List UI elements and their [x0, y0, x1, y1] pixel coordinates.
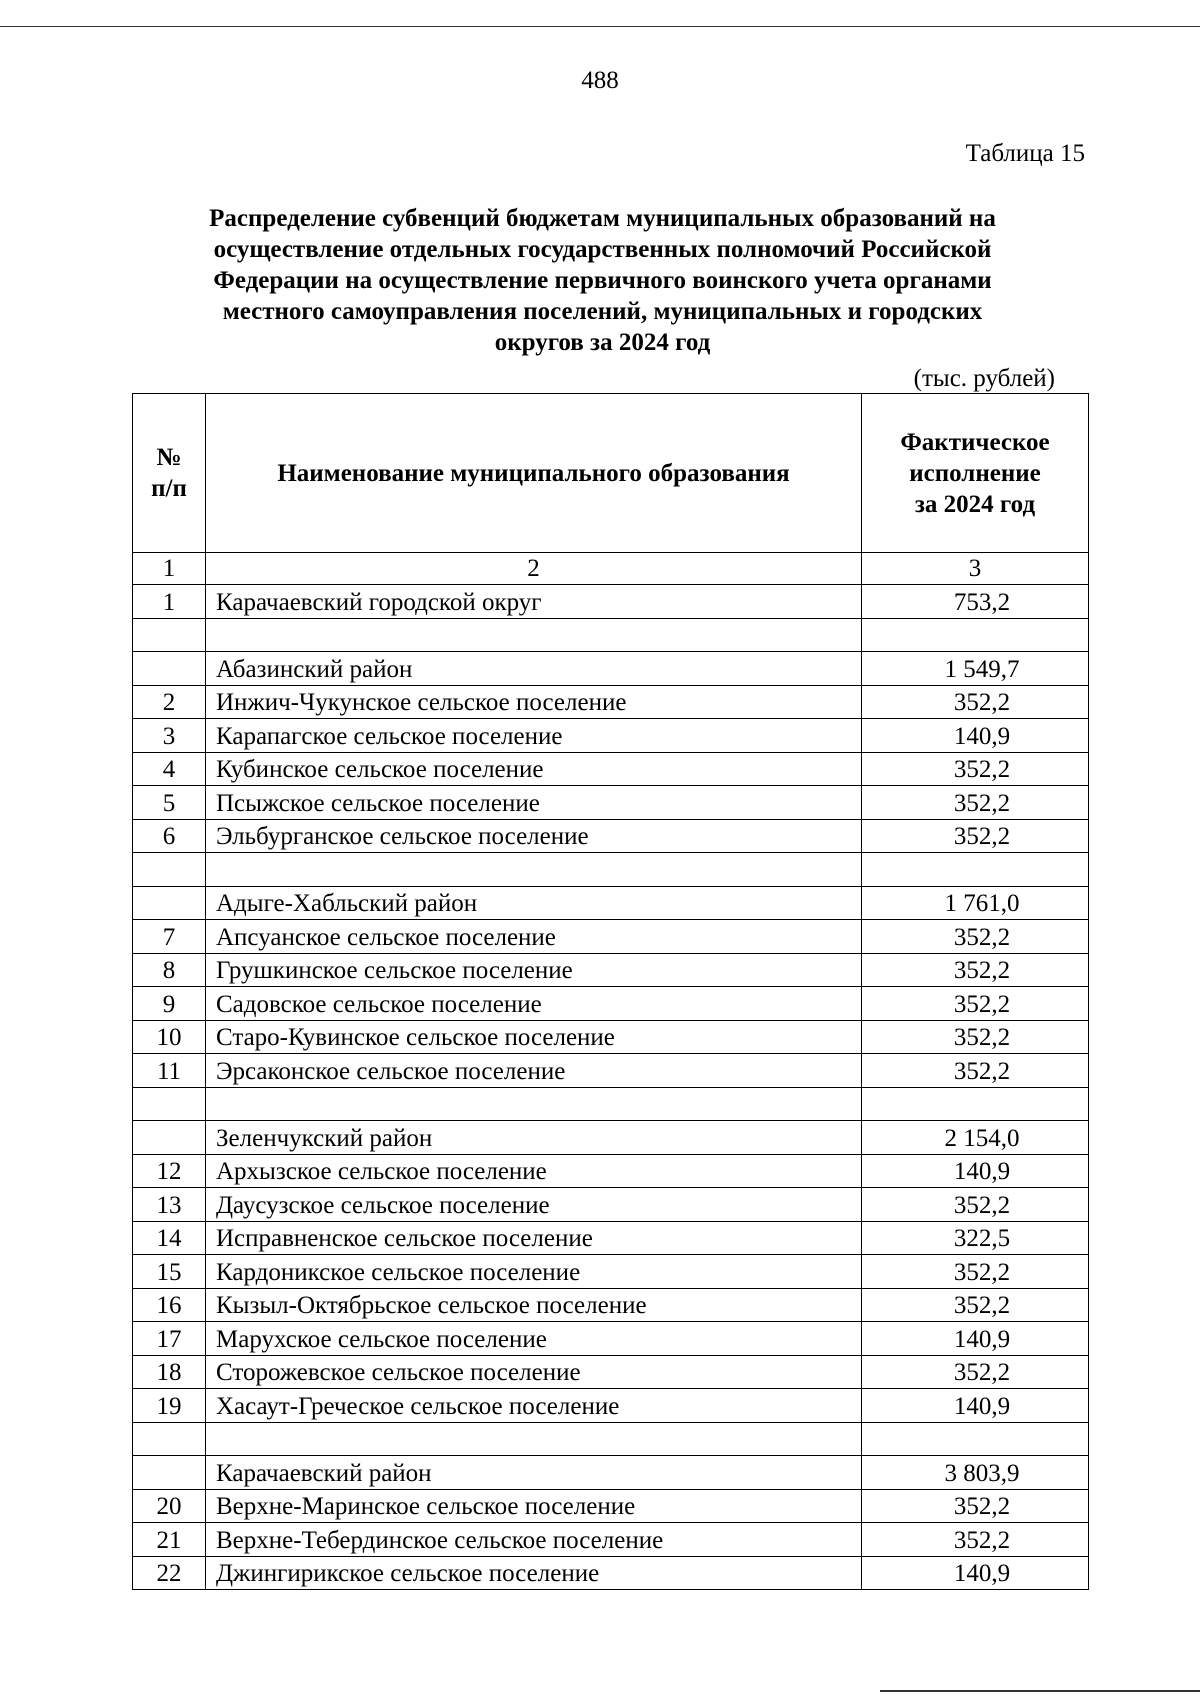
row-number [133, 1456, 206, 1490]
row-number: 21 [133, 1523, 206, 1557]
row-value: 352,2 [862, 1288, 1089, 1322]
row-name: Джингирикское сельское поселение [206, 1556, 862, 1590]
row-name: Эльбурганское сельское поселение [206, 819, 862, 853]
table-row [133, 585, 1089, 619]
row-number: 7 [133, 920, 206, 954]
table-row [133, 1121, 1089, 1155]
row-value: 352,2 [862, 1523, 1089, 1557]
row-number: 4 [133, 752, 206, 786]
row-name: Абазинский район [206, 652, 862, 686]
table-row [133, 1255, 1089, 1289]
row-name: Карапагское сельское поселение [206, 719, 862, 753]
table-row [133, 1188, 1089, 1222]
row-name: Марухское сельское поселение [206, 1322, 862, 1356]
row-value: 352,2 [862, 1188, 1089, 1222]
row-name: Адыге-Хабльский район [206, 886, 862, 920]
title-line: Федерации на осуществление первичного воинского учета органами [213, 267, 992, 294]
row-number: 1 [133, 585, 206, 619]
row-number [133, 618, 206, 652]
table-row [133, 853, 1089, 887]
header-name: Наименование муниципального образования [206, 394, 862, 553]
table-label: Таблица 15 [965, 140, 1085, 167]
header-number-line: № [156, 444, 182, 471]
row-name: Исправненское сельское поселение [206, 1221, 862, 1255]
row-name: Даусузское сельское поселение [206, 1188, 862, 1222]
row-value: 140,9 [862, 1556, 1089, 1590]
row-value: 1 761,0 [862, 886, 1089, 920]
row-number: 19 [133, 1389, 206, 1423]
header-value [862, 394, 1089, 553]
table-row [133, 987, 1089, 1021]
title-line: округов за 2024 год [494, 329, 711, 356]
row-number: 16 [133, 1288, 206, 1322]
table-row [133, 1422, 1089, 1456]
row-value: 352,2 [862, 819, 1089, 853]
row-value [862, 618, 1089, 652]
row-name: Старо-Кувинское сельское поселение [206, 1020, 862, 1054]
row-name: Инжич-Чукунское сельское поселение [206, 685, 862, 719]
column-number: 2 [206, 553, 862, 585]
row-value: 352,2 [862, 1255, 1089, 1289]
row-number [133, 886, 206, 920]
row-value: 352,2 [862, 1054, 1089, 1088]
bottom-border-line [880, 1690, 1200, 1692]
row-number: 9 [133, 987, 206, 1021]
row-value: 1 549,7 [862, 652, 1089, 686]
row-value: 140,9 [862, 1322, 1089, 1356]
row-number: 11 [133, 1054, 206, 1088]
row-number [133, 1087, 206, 1121]
table-row [133, 1221, 1089, 1255]
table-row [133, 719, 1089, 753]
row-number: 10 [133, 1020, 206, 1054]
row-number: 12 [133, 1154, 206, 1188]
table-header-row [133, 394, 1089, 553]
row-number: 14 [133, 1221, 206, 1255]
row-value: 140,9 [862, 719, 1089, 753]
table-row [133, 1389, 1089, 1423]
row-name: Верхне-Маринское сельское поселение [206, 1489, 862, 1523]
table-row [133, 618, 1089, 652]
row-name: Псыжское сельское поселение [206, 786, 862, 820]
table-row [133, 1054, 1089, 1088]
table-row [133, 752, 1089, 786]
column-number-row [133, 553, 1089, 585]
table-row [133, 1489, 1089, 1523]
row-name: Садовское сельское поселение [206, 987, 862, 1021]
row-value: 352,2 [862, 1489, 1089, 1523]
row-number: 17 [133, 1322, 206, 1356]
row-name: Карачаевский район [206, 1456, 862, 1490]
table-row [133, 652, 1089, 686]
row-value: 352,2 [862, 987, 1089, 1021]
row-name: Карачаевский городской округ [206, 585, 862, 619]
table-row [133, 1020, 1089, 1054]
header-value-line: Фактическое [900, 428, 1050, 456]
subventions-table [132, 393, 1089, 1590]
row-value: 352,2 [862, 685, 1089, 719]
row-name: Эрсаконское сельское поселение [206, 1054, 862, 1088]
row-name [206, 1422, 862, 1456]
row-name [206, 853, 862, 887]
row-name: Верхне-Тебердинское сельское поселение [206, 1523, 862, 1557]
row-name: Кардоникское сельское поселение [206, 1255, 862, 1289]
page-number: 488 [581, 67, 619, 94]
row-value: 352,2 [862, 953, 1089, 987]
row-number [133, 853, 206, 887]
row-number: 22 [133, 1556, 206, 1590]
row-number: 8 [133, 953, 206, 987]
header-number [133, 394, 206, 553]
column-number: 3 [862, 553, 1089, 585]
row-number: 6 [133, 819, 206, 853]
title-line: местного самоуправления поселений, муниципальных и городских [222, 298, 983, 325]
row-name: Грушкинское сельское поселение [206, 953, 862, 987]
row-name: Кызыл-Октябрьское сельское поселение [206, 1288, 862, 1322]
row-number: 5 [133, 786, 206, 820]
table-row [133, 920, 1089, 954]
top-border-line [0, 26, 1200, 27]
table-row [133, 1523, 1089, 1557]
row-value: 3 803,9 [862, 1456, 1089, 1490]
row-number: 2 [133, 685, 206, 719]
row-value: 2 154,0 [862, 1121, 1089, 1155]
row-value: 140,9 [862, 1154, 1089, 1188]
table-row [133, 1154, 1089, 1188]
row-number: 13 [133, 1188, 206, 1222]
title-line: Распределение субвенций бюджетам муниципальных образований на [209, 205, 996, 232]
row-number [133, 1121, 206, 1155]
row-value [862, 1422, 1089, 1456]
table-row [133, 953, 1089, 987]
header-value-line: за 2024 год [914, 490, 1036, 518]
row-value: 140,9 [862, 1389, 1089, 1423]
table-row [133, 886, 1089, 920]
table-row [133, 1322, 1089, 1356]
row-number [133, 652, 206, 686]
row-name [206, 1087, 862, 1121]
row-name: Кубинское сельское поселение [206, 752, 862, 786]
table-row [133, 1087, 1089, 1121]
title-line: осуществление отдельных государственных полномочий Российской [213, 236, 992, 263]
row-number: 18 [133, 1355, 206, 1389]
header-value-line: исполнение [909, 459, 1041, 487]
table-row [133, 685, 1089, 719]
table-row [133, 1355, 1089, 1389]
row-name: Архызское сельское поселение [206, 1154, 862, 1188]
row-value [862, 853, 1089, 887]
row-value: 352,2 [862, 1355, 1089, 1389]
row-value: 352,2 [862, 920, 1089, 954]
row-name: Зеленчукский район [206, 1121, 862, 1155]
row-value: 352,2 [862, 752, 1089, 786]
row-value: 753,2 [862, 585, 1089, 619]
row-number: 3 [133, 719, 206, 753]
row-number: 20 [133, 1489, 206, 1523]
row-name: Сторожевское сельское поселение [206, 1355, 862, 1389]
row-name: Хасаут-Греческое сельское поселение [206, 1389, 862, 1423]
row-name [206, 618, 862, 652]
row-number: 15 [133, 1255, 206, 1289]
document-title [130, 203, 1075, 358]
column-number: 1 [133, 553, 206, 585]
table-row [133, 819, 1089, 853]
row-number [133, 1422, 206, 1456]
row-name: Апсуанское сельское поселение [206, 920, 862, 954]
row-value [862, 1087, 1089, 1121]
table-row [133, 1456, 1089, 1490]
table-row [133, 1288, 1089, 1322]
units-label: (тыс. рублей) [913, 365, 1055, 392]
row-value: 352,2 [862, 786, 1089, 820]
row-value: 352,2 [862, 1020, 1089, 1054]
row-value: 322,5 [862, 1221, 1089, 1255]
table-row [133, 1556, 1089, 1590]
header-number-line: п/п [151, 475, 187, 502]
table-row [133, 786, 1089, 820]
